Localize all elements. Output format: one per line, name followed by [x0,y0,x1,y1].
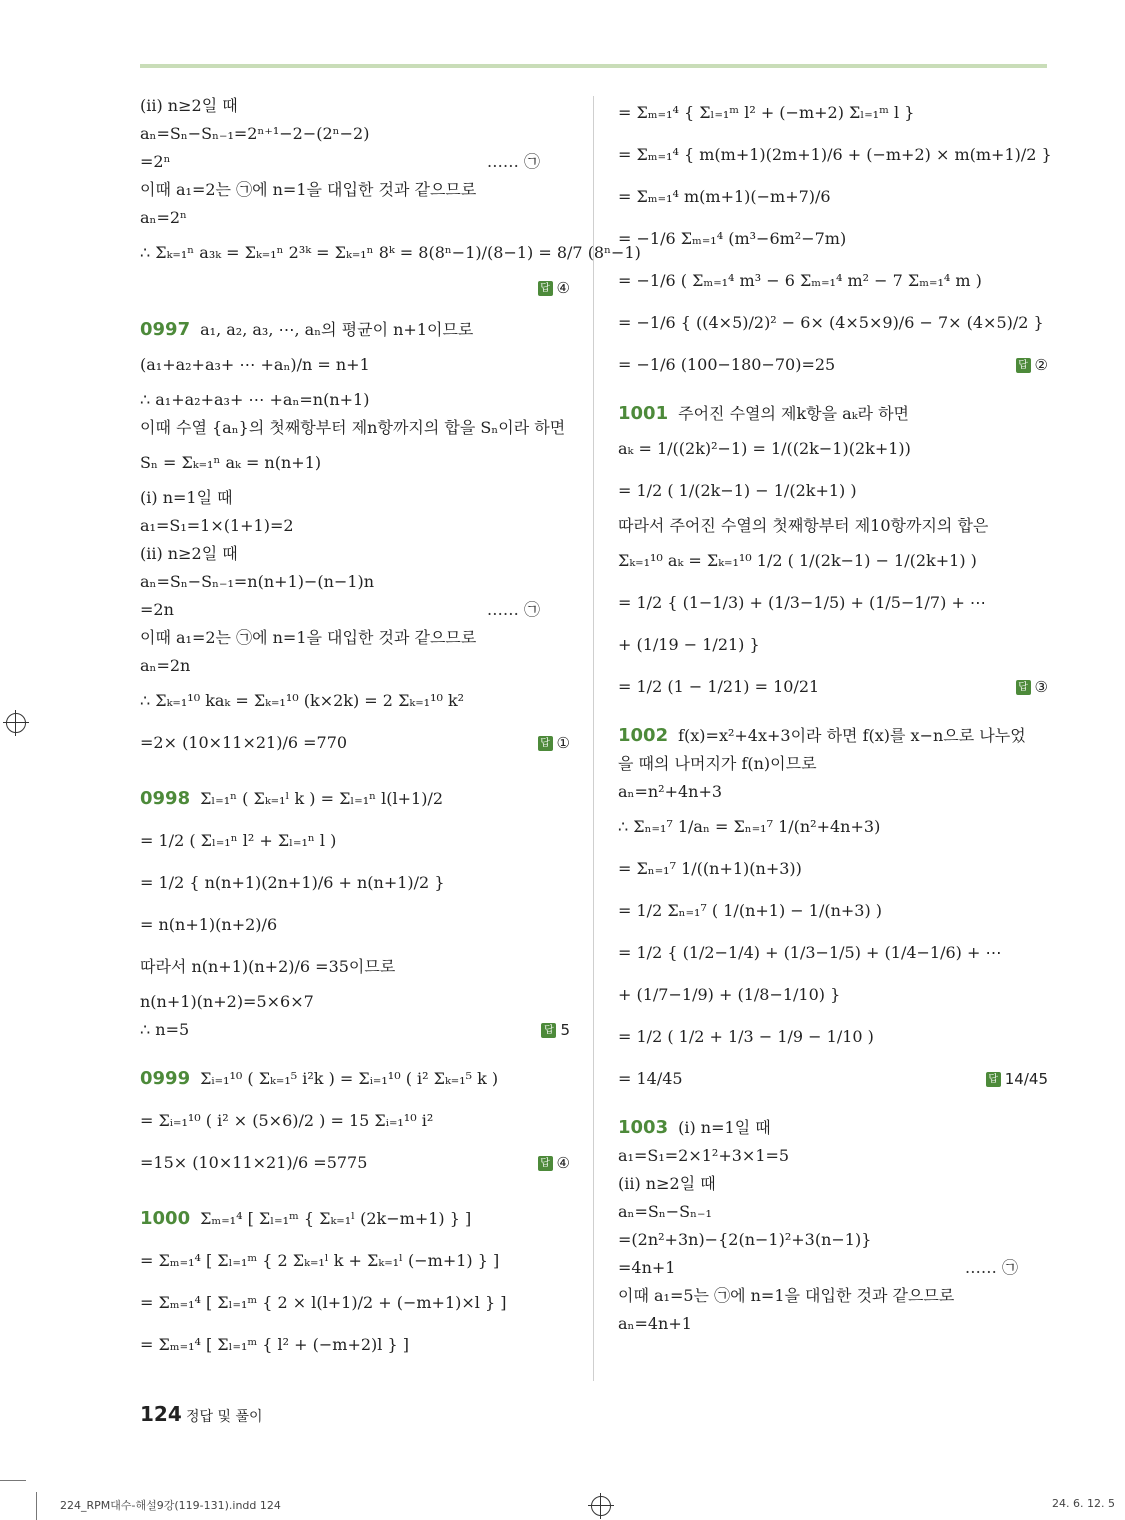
math-text: = Σₙ₌₁⁷ 1/((n+1)(n+3)) [618,859,802,878]
math-text: ∴ Σₖ₌₁ⁿ a₃ₖ = Σₖ₌₁ⁿ 2³ᵏ = Σₖ₌₁ⁿ 8ᵏ = 8(8ⁿ−1)/(8−1) = 8/7 (8ⁿ−1) [140,243,641,262]
math-text: = 1/2 { (1/2−1/4) + (1/3−1/5) + (1/4−1/6) + ⋯ [618,943,1002,962]
answer-label [1016,344,1048,386]
solution-line [618,302,1048,344]
answer-value: 14/45 [1004,1070,1048,1088]
math-text: ∴ n=5 [140,1020,190,1039]
answer-value: ① [556,734,570,752]
math-text: (i) n=1일 때 [678,1118,771,1137]
solution-line [140,568,570,596]
answer-value: ③ [1034,678,1048,696]
problem-number: 1000 [140,1208,191,1229]
math-text: =2ⁿ [140,152,171,171]
solution-line [618,1198,1048,1226]
solution-line [618,666,1048,708]
registration-mark-icon [591,1496,611,1516]
solution-line [140,512,570,540]
answer-badge-icon: 답 [1016,680,1031,695]
solution-line [618,1254,1048,1282]
left-column [140,92,641,1366]
math-text: = Σₘ₌₁⁴ m(m+1)(−m+7)/6 [618,187,831,206]
solution-line [618,1310,1048,1338]
solution-line [140,1142,570,1184]
math-text: ∴ a₁+a₂+a₃+ ⋯ +aₙ=n(n+1) [140,390,370,409]
solution-line [618,890,1048,932]
problem-number: 1001 [618,403,669,424]
solution-line [618,722,1048,750]
math-text: Σᵢ₌₁¹⁰ ( Σₖ₌₁⁵ i²k ) = Σᵢ₌₁¹⁰ ( i² Σₖ₌₁⁵ k ) [200,1069,499,1088]
answer-badge-icon: 답 [538,281,553,296]
solution-line [140,442,570,484]
math-text: = Σₘ₌₁⁴ { Σₗ₌₁ᵐ l² + (−m+2) Σₗ₌₁ᵐ l } [618,103,915,122]
math-text: = 14/45 [618,1069,683,1088]
solution-line [618,624,1048,666]
solution-line [618,1058,1048,1100]
solution-line [618,1114,1048,1142]
math-text: aₙ=2ⁿ [140,208,187,227]
math-text: aₖ = 1/((2k)²−1) = 1/((2k−1)(2k+1)) [618,439,911,458]
math-text: = −1/6 { ((4×5)/2)² − 6× (4×5×9)/6 − 7× (4×5)/2 } [618,313,1044,332]
answer-value: 5 [560,1021,570,1039]
math-text: =15× (10×11×21)/6 =5775 [140,1153,368,1172]
solution-line [618,806,1048,848]
math-text: = 1/2 ( Σₗ₌₁ⁿ l² + Σₗ₌₁ⁿ l ) [140,831,337,850]
math-text: a₁, a₂, a₃, ⋯, aₙ의 평균이 n+1이므로 [200,320,474,339]
math-text: + (1/7−1/9) + (1/8−1/10) } [618,985,841,1004]
math-text: (a₁+a₂+a₃+ ⋯ +aₙ)/n = n+1 [140,355,370,374]
answer-label [538,1142,570,1184]
math-text: ∴ Σₙ₌₁⁷ 1/aₙ = Σₙ₌₁⁷ 1/(n²+4n+3) [618,817,881,836]
math-text: = 1/2 (1 − 1/21) = 10/21 [618,677,820,696]
math-text: 을 때의 나머지가 f(n)이므로 [618,754,817,773]
math-text: =(2n²+3n)−{2(n−1)²+3(n−1)} [618,1230,872,1249]
solution-line [140,680,570,722]
solution-line [618,974,1048,1016]
solution-line [140,722,570,764]
math-text: aₙ=Sₙ−Sₙ₋₁ [618,1202,712,1221]
math-text: f(x)=x²+4x+3이라 하면 f(x)를 x−n으로 나누었 [678,726,1026,745]
solution-line [140,624,570,652]
solution-line [140,316,570,344]
solution-line [140,344,570,386]
answer-value: ② [1034,356,1048,374]
equation-mark: …… ㉠ [486,600,540,619]
solution-line [140,176,570,204]
problem-number: 0997 [140,319,191,340]
solution-line [140,274,570,302]
problem-number: 1002 [618,725,669,746]
math-text: (ii) n≥2일 때 [140,544,238,563]
math-text: = Σₘ₌₁⁴ [ Σₗ₌₁ᵐ { 2 Σₖ₌₁ˡ k + Σₖ₌₁ˡ (−m+1) } ] [140,1251,500,1270]
math-text: = 1/2 { (1−1/3) + (1/3−1/5) + (1/5−1/7) + ⋯ [618,593,986,612]
solution-line [618,582,1048,624]
solution-line [618,344,1048,386]
solution-line [618,540,1048,582]
print-date-info: 24. 6. 12. 5 [1052,1497,1115,1510]
math-text: aₙ=n²+4n+3 [618,782,723,801]
math-text: aₙ=Sₙ−Sₙ₋₁=2ⁿ⁺¹−2−(2ⁿ−2) [140,124,370,143]
solution-line [140,204,570,232]
math-text: n(n+1)(n+2)=5×6×7 [140,992,314,1011]
problem-number: 0998 [140,788,191,809]
solution-line [140,1240,570,1282]
solution-line [618,470,1048,512]
registration-mark-icon [6,713,26,733]
math-text: 이때 수열 {aₙ}의 첫째항부터 제n항까지의 합을 Sₙ이라 하면 [140,418,566,437]
solution-line [618,218,1048,260]
answer-badge-icon: 답 [1016,358,1031,373]
crop-mark-icon [0,1480,26,1481]
solution-line [618,1142,1048,1170]
solution-line [618,400,1048,428]
answer-badge-icon: 답 [538,736,553,751]
answer-label [986,1058,1048,1100]
math-text: 따라서 n(n+1)(n+2)/6 =35이므로 [140,957,396,976]
math-text: = 1/2 Σₙ₌₁⁷ ( 1/(n+1) − 1/(n+3) ) [618,901,883,920]
print-file-info: 224_RPM대수-해설9강(119-131).indd 124 [60,1499,281,1512]
solution-line [140,232,641,274]
math-text: Σₘ₌₁⁴ [ Σₗ₌₁ᵐ { Σₖ₌₁ˡ (2k−m+1) } ] [200,1209,472,1228]
solution-line [140,1324,570,1366]
solution-line [140,904,570,946]
solution-line [618,750,1048,778]
answer-label [541,1016,570,1044]
solution-line [140,1282,570,1324]
right-column [618,92,1052,1338]
math-text: Σₖ₌₁¹⁰ aₖ = Σₖ₌₁¹⁰ 1/2 ( 1/(2k−1) − 1/(2k+1) ) [618,551,977,570]
solution-line [140,92,570,120]
solution-line [618,512,1048,540]
solution-line [140,652,570,680]
math-text: Σₗ₌₁ⁿ ( Σₖ₌₁ˡ k ) = Σₗ₌₁ⁿ l(l+1)/2 [200,789,444,808]
solution-line [618,778,1048,806]
answer-label [1016,666,1048,708]
solution-line [618,260,1048,302]
solution-line [140,988,570,1016]
solution-line [140,596,570,624]
math-text: =2× (10×11×21)/6 =770 [140,733,348,752]
math-text: = −1/6 ( Σₘ₌₁⁴ m³ − 6 Σₘ₌₁⁴ m² − 7 Σₘ₌₁⁴ m ) [618,271,982,290]
solution-line [140,386,570,414]
math-text: aₙ=Sₙ−Sₙ₋₁=n(n+1)−(n−1)n [140,572,375,591]
solution-line [140,1100,570,1142]
math-text: (i) n=1일 때 [140,488,233,507]
math-text: = Σᵢ₌₁¹⁰ ( i² × (5×6)/2 ) = 15 Σᵢ₌₁¹⁰ i² [140,1111,434,1130]
math-text: = Σₘ₌₁⁴ [ Σₗ₌₁ᵐ { l² + (−m+2)l } ] [140,1335,409,1354]
solution-line [140,148,570,176]
math-text: Sₙ = Σₖ₌₁ⁿ aₖ = n(n+1) [140,453,322,472]
solution-line [618,1170,1048,1198]
answer-badge-icon: 답 [541,1023,556,1038]
math-text: 따라서 주어진 수열의 첫째항부터 제10항까지의 합은 [618,516,989,535]
math-text: + (1/19 − 1/21) } [618,635,760,654]
math-text: = Σₘ₌₁⁴ [ Σₗ₌₁ᵐ { 2 × l(l+1)/2 + (−m+1)×l } ] [140,1293,507,1312]
column-divider [593,96,594,1381]
solution-line [618,1016,1048,1058]
solution-line [618,848,1048,890]
footer-title: 정답 및 풀이 [186,1409,263,1425]
equation-mark: …… ㉠ [486,152,540,171]
math-text: 이때 a₁=2는 ㉠에 n=1을 대입한 것과 같으므로 [140,628,477,647]
answer-value: ④ [556,279,570,297]
math-text: = 1/2 ( 1/2 + 1/3 − 1/9 − 1/10 ) [618,1027,874,1046]
math-text: =2n [140,600,174,619]
math-text: 이때 a₁=2는 ㉠에 n=1을 대입한 것과 같으므로 [140,180,477,199]
solution-line [140,540,570,568]
math-text: = 1/2 { n(n+1)(2n+1)/6 + n(n+1)/2 } [140,873,445,892]
solution-line [618,134,1052,176]
math-text: aₙ=4n+1 [618,1314,692,1333]
answer-label [538,274,570,302]
problem-number: 0999 [140,1068,191,1089]
math-text: 이때 a₁=5는 ㉠에 n=1을 대입한 것과 같으므로 [618,1286,955,1305]
math-text: aₙ=2n [140,656,191,675]
math-text: a₁=S₁=1×(1+1)=2 [140,516,294,535]
solution-line [140,484,570,512]
math-text: = −1/6 (100−180−70)=25 [618,355,836,374]
solution-line [140,414,570,442]
math-text: =4n+1 [618,1258,676,1277]
crop-mark-icon [36,1492,37,1520]
math-text: = Σₘ₌₁⁴ { m(m+1)(2m+1)/6 + (−m+2) × m(m+1)/2 } [618,145,1052,164]
solution-line [618,428,1048,470]
solution-line [140,120,570,148]
math-text: = 1/2 ( 1/(2k−1) − 1/(2k+1) ) [618,481,857,500]
solution-line [618,92,1048,134]
header-rule [140,64,1047,68]
solution-line [140,946,570,988]
math-text: ∴ Σₖ₌₁¹⁰ kaₖ = Σₖ₌₁¹⁰ (k×2k) = 2 Σₖ₌₁¹⁰ k² [140,691,465,710]
math-text: 주어진 수열의 제k항을 aₖ라 하면 [678,404,909,423]
answer-badge-icon: 답 [538,1156,553,1171]
problem-number: 1003 [618,1117,669,1138]
solution-line [140,1016,570,1044]
solution-line [618,932,1048,974]
answer-value: ④ [556,1154,570,1172]
math-text: = n(n+1)(n+2)/6 [140,915,278,934]
solution-line [140,820,570,862]
math-text: = −1/6 Σₘ₌₁⁴ (m³−6m²−7m) [618,229,847,248]
answer-badge-icon: 답 [986,1072,1001,1087]
solution-line [618,1282,1048,1310]
math-text: a₁=S₁=2×1²+3×1=5 [618,1146,790,1165]
answer-label [538,722,570,764]
solution-line [618,1226,1048,1254]
solution-line [140,1058,570,1100]
math-text: (ii) n≥2일 때 [140,96,238,115]
page-number: 124 [140,1402,182,1426]
solution-line [140,778,570,820]
math-text: (ii) n≥2일 때 [618,1174,716,1193]
equation-mark: …… ㉠ [964,1258,1018,1277]
solution-line [140,1198,570,1240]
solution-line [618,176,1048,218]
solution-line [140,862,570,904]
